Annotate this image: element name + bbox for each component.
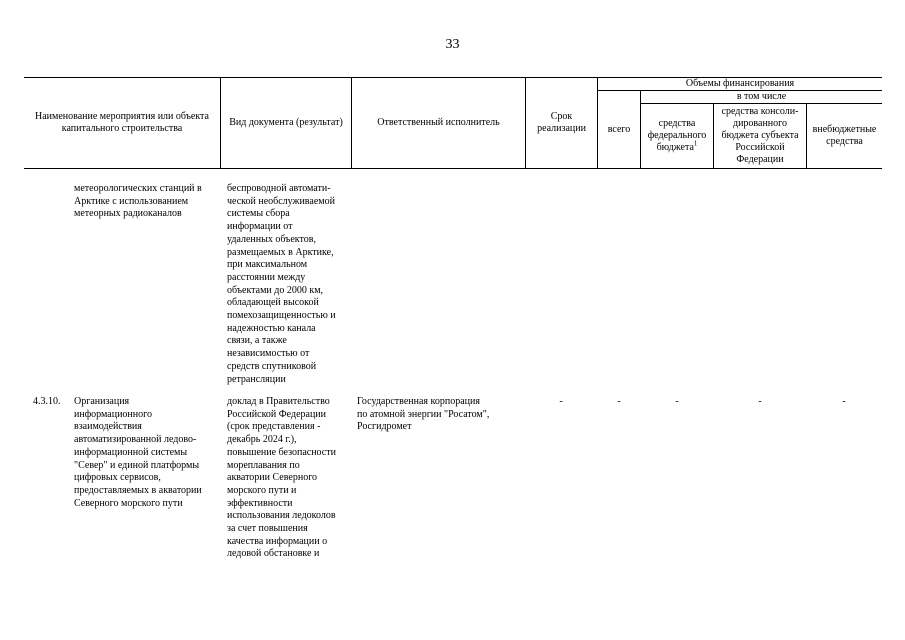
header-name: Наименование мероприятия или объекта капитального строительства (35, 111, 209, 134)
header-financing: Объемы финансирования (685, 78, 795, 89)
row1-document: беспроводной автомати- ческой необслуживаемой системы сбора информации от удаленных объектов, размещаемых в Арктике, при максимальном расстоянии между объектами до 2000 км, обладающей высокой помехозащищенностью и надежностью канала связи, а также независимостью от средств спутниковой ретрансляции (227, 183, 336, 385)
header-including: в том числе (736, 91, 787, 102)
row2-term: - (559, 396, 563, 407)
header-regional: средства консоли-дированного бюджета субъекта Российской Федерации (721, 106, 799, 165)
row2-executor: Государственная корпорация по атомной энергии "Росатом", Росгидромет (357, 396, 490, 433)
header-extra: внебюджетные средства (812, 124, 877, 147)
header-total: всего (607, 123, 631, 135)
federal-footnote-mark: 1 (693, 139, 698, 148)
row2-extra: - (842, 396, 846, 407)
header-document: Вид документа (результат) (229, 117, 343, 128)
row2-document: доклад в Правительство Российской Федерации (срок представления - декабрь 2024 г.), повышение безопасности мореплавания по акватории Северного морского пути и эффективности использования ледоколов за счет повышения качества информации о ледовой обстановке и (227, 396, 336, 560)
header-term: Срок реализации (537, 111, 586, 134)
row2-regional: - (758, 396, 762, 407)
header-executor: Ответственный исполнитель (377, 117, 500, 128)
header-federal: средства федерального бюджета$^1$ (647, 118, 707, 153)
row1-name: метеорологических станций в Арктике с использованием метеорных радиоканалов (74, 183, 202, 220)
row2-number: 4.3.10. (33, 396, 61, 407)
row2-name: Организация информационного взаимодействия автоматизированной ледово- информационной системы "Север" и единой платформы цифровых сервисов, предоставляемых в акватории Северного морского пути (74, 396, 202, 509)
row2-federal: - (675, 396, 679, 407)
row2-total: - (617, 396, 621, 407)
page-number: 33 (445, 37, 460, 52)
header-bottom-rule (24, 168, 882, 169)
